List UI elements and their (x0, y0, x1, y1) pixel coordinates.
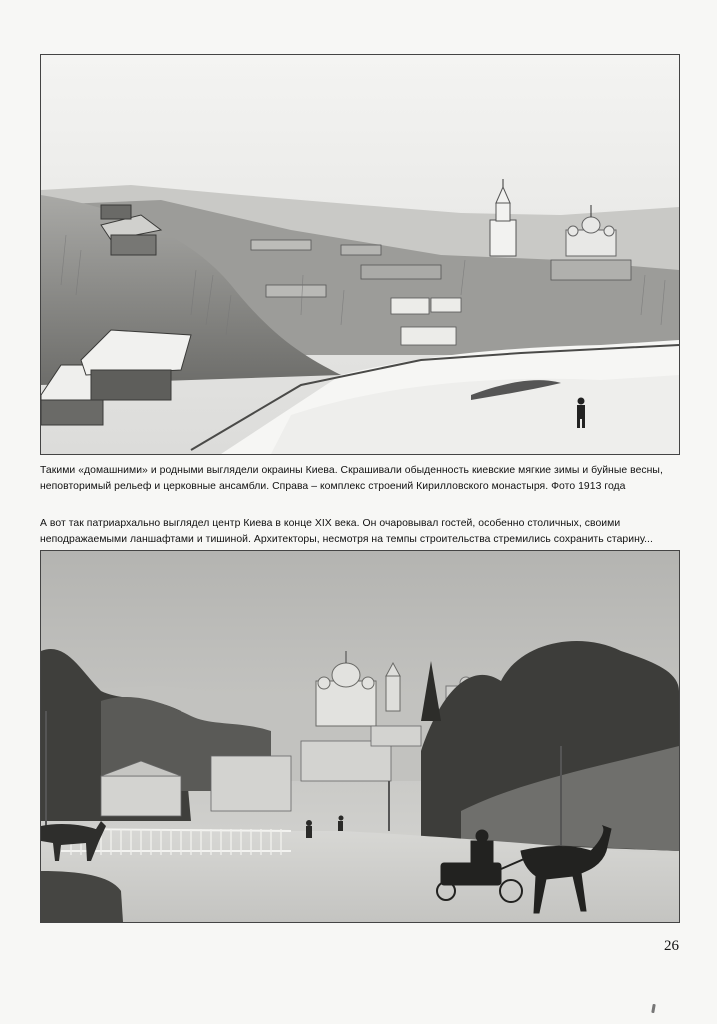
scan-speck (651, 1004, 656, 1013)
page-number: 26 (664, 938, 679, 954)
caption-bottom-line-1: А вот так патриархально выглядел центр Киева в конце XIX века. Он очаровывал гостей, особенно столичных, своими (40, 518, 621, 529)
caption-top-line-2: неповторимый рельеф и церковные ансамбли. Справа – комплекс строений Кирилловского монастыря. Фото 1913 года (40, 481, 626, 492)
caption-bottom-line-2: неподражаемыми ланшафтами и тишиной. Архитекторы, несмотря на темпы строительства стремились сохранить старину... (40, 534, 653, 545)
city-center-image (41, 551, 679, 922)
photo-city-center (40, 550, 680, 923)
caption-top (40, 463, 680, 495)
caption-top-line-1: Такими «домашними» и родными выглядели окраины Киева. Скрашивали обыденность киевские мягкие зимы и буйные весны, (40, 465, 663, 476)
photo-winter-outskirts (40, 54, 680, 455)
winter-outskirts-image (41, 55, 679, 454)
caption-bottom (40, 516, 680, 548)
